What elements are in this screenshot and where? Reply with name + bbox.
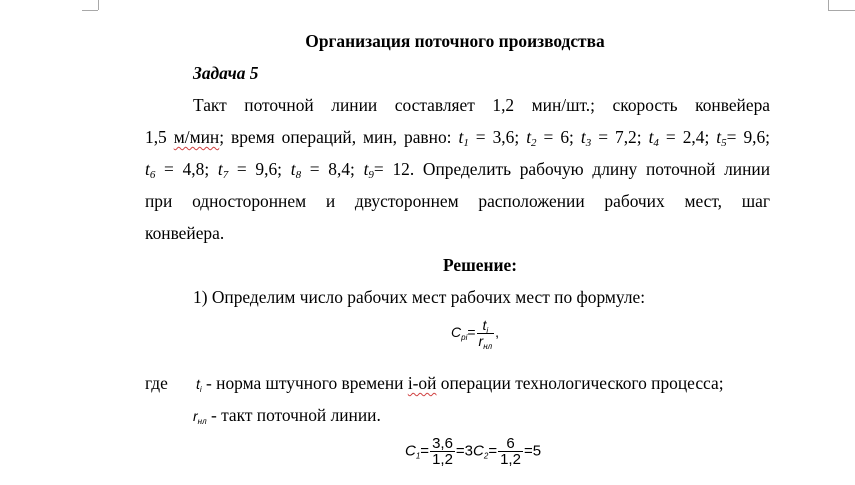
paragraph-line-4: при одностороннем и двустороннем расположении рабочих мест, шаг	[145, 191, 770, 211]
paragraph-line-2: 1,5 м/мин; время операций, мин, равно: $t_1 = 3,6$; $t_2 = 6$; $t_3 = 7,2$; $t_4 = 2,4$; $t_5= 9,6$;	[145, 127, 771, 149]
solution-title: Решение:	[442, 255, 518, 275]
paragraph-line-3: $t_6 = 4,8$; $t_7 = 9,6$; $t_8 = 8,4$; $t_9= 12$. Определить рабочую длину поточной линии	[145, 159, 770, 181]
where-label: где	[145, 373, 168, 393]
paragraph-line-5: конвейера.	[145, 223, 225, 243]
solution-step-1: 1) Определим число рабочих мест рабочих мест по формуле:	[193, 287, 646, 307]
document-heading: Организация поточного производства	[305, 31, 605, 51]
formula-c1-c2: $C_1=$ $\frac{3,6}{1,2}$ $=3C_2=$ $\frac{6}{1,2}$ =5	[405, 435, 542, 468]
task-title: Задача 5	[193, 63, 259, 83]
paragraph-line-1: Такт поточной линии составляет 1,2 мин/шт.; скорость конвейера	[193, 95, 770, 115]
where-def-2: rнл - такт поточной линии.	[193, 405, 381, 426]
where-def-1: ti - норма штучного времени i-ой операции технологического процесса;	[196, 373, 724, 394]
formula-workplaces: $C_{pi}=$ $\frac{t_i}{r_{нл}}$ ,	[451, 317, 500, 351]
